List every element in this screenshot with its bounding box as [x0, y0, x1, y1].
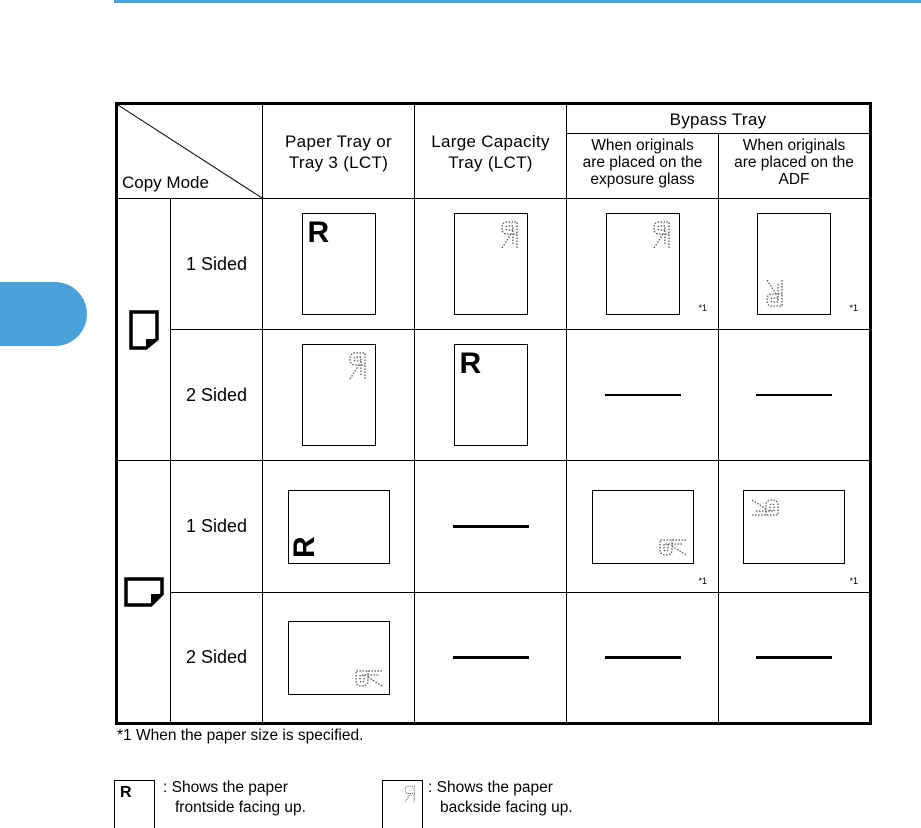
adf-header	[719, 134, 871, 199]
cell-l2-lct	[415, 593, 567, 724]
glyph-front: R	[307, 216, 330, 249]
legend-front-line1: : Shows the paper	[163, 779, 288, 796]
adf-header-line1: When originals	[742, 137, 846, 154]
cell-l2-bypass-adf	[719, 593, 871, 724]
cell-l2-paper-tray	[263, 593, 415, 724]
legend-back-line2: backside facing up.	[440, 799, 573, 816]
row-label-landscape-2sided: 2 Sided	[171, 593, 263, 724]
cell-l1-bypass-adf	[719, 461, 871, 593]
top-rule	[114, 0, 921, 3]
paper-tray-header	[263, 104, 415, 199]
not-available-dash	[453, 525, 529, 528]
legend-mirrored-r-glyph	[403, 785, 417, 803]
portrait-orientation-cell	[117, 199, 171, 461]
legend-back-text	[428, 778, 573, 818]
note-mark: *1	[849, 576, 858, 586]
chapter-tab	[0, 282, 87, 346]
mirrored-r-glyph	[347, 351, 369, 381]
note-mark: *1	[849, 303, 858, 313]
adf-header-line3: ADF	[778, 171, 810, 188]
sheet-front-up	[288, 490, 390, 564]
bypass-header-label: Bypass Tray	[669, 109, 767, 129]
mirrored-r-glyph-rotated	[658, 536, 688, 558]
sheet-back-up	[743, 490, 845, 564]
cell-p1-bypass-adf	[719, 199, 871, 330]
mirrored-r-glyph	[764, 278, 786, 308]
adf-header-line2: are placed on the	[734, 154, 854, 171]
glyph-front: R	[459, 347, 482, 380]
cell-p2-bypass-glass	[567, 330, 719, 461]
copy-mode-label: Copy Mode	[122, 173, 209, 192]
sheet-back-up	[288, 621, 390, 695]
legend-front-glyph: R	[120, 784, 132, 801]
not-available-dash	[756, 656, 832, 659]
sheet-back-up-rotated	[757, 213, 831, 315]
lct-header-line2: Tray (LCT)	[448, 152, 533, 172]
mirrored-r-glyph	[499, 220, 521, 250]
glass-header	[567, 134, 719, 199]
legend-back-line1: : Shows the paper	[428, 779, 553, 796]
mirrored-r-glyph	[651, 220, 673, 250]
note-mark: *1	[698, 576, 707, 586]
cell-p1-lct	[415, 199, 567, 330]
row-label-landscape-1sided: 1 Sided	[171, 461, 263, 593]
orientation-table	[115, 102, 869, 722]
row-label-portrait-2sided: 2 Sided	[171, 330, 263, 461]
paper-tray-header-line2: Tray 3 (LCT)	[288, 152, 389, 172]
cell-l1-bypass-glass	[567, 461, 719, 593]
lct-header	[415, 104, 567, 199]
sheet-front-up	[302, 213, 376, 315]
glass-header-line3: exposure glass	[590, 171, 695, 188]
portrait-original-icon	[129, 310, 159, 350]
footnote: *1 When the paper size is specified.	[117, 727, 364, 744]
legend-back-sheet	[382, 780, 423, 828]
legend-front-sheet	[114, 780, 155, 828]
lct-header-line1: Large Capacity	[431, 131, 550, 151]
legend-front-line2: frontside facing up.	[175, 799, 306, 816]
not-available-dash	[756, 394, 832, 397]
sheet-back-up	[454, 213, 528, 315]
landscape-orientation-cell	[117, 461, 171, 724]
glyph-front: R	[287, 535, 321, 558]
paper-tray-header-line1: Paper Tray or	[285, 131, 392, 151]
cell-p2-paper-tray	[263, 330, 415, 461]
sheet-back-up	[606, 213, 680, 315]
mirrored-r-glyph-rotated	[354, 667, 384, 689]
mirrored-r-glyph-rotated	[750, 497, 780, 519]
cell-l2-bypass-glass	[567, 593, 719, 724]
not-available-dash	[605, 394, 681, 397]
cell-l1-lct	[415, 461, 567, 593]
legend-front-text	[163, 778, 306, 818]
cell-l1-paper-tray	[263, 461, 415, 593]
cell-p1-bypass-glass	[567, 199, 719, 330]
sheet-back-up	[592, 490, 694, 564]
row-label-portrait-1sided: 1 Sided	[171, 199, 263, 330]
note-mark: *1	[698, 303, 707, 313]
bypass-header	[567, 104, 871, 134]
cell-p2-bypass-adf	[719, 330, 871, 461]
landscape-original-icon	[124, 577, 164, 607]
glass-header-line2: are placed on the	[582, 154, 703, 171]
cell-p1-paper-tray	[263, 199, 415, 330]
sheet-back-up	[302, 344, 376, 446]
not-available-dash	[605, 656, 681, 659]
sheet-front-up	[454, 344, 528, 446]
cell-p2-lct	[415, 330, 567, 461]
not-available-dash	[453, 656, 529, 659]
copy-mode-header	[117, 104, 263, 199]
glass-header-line1: When originals	[591, 137, 694, 154]
